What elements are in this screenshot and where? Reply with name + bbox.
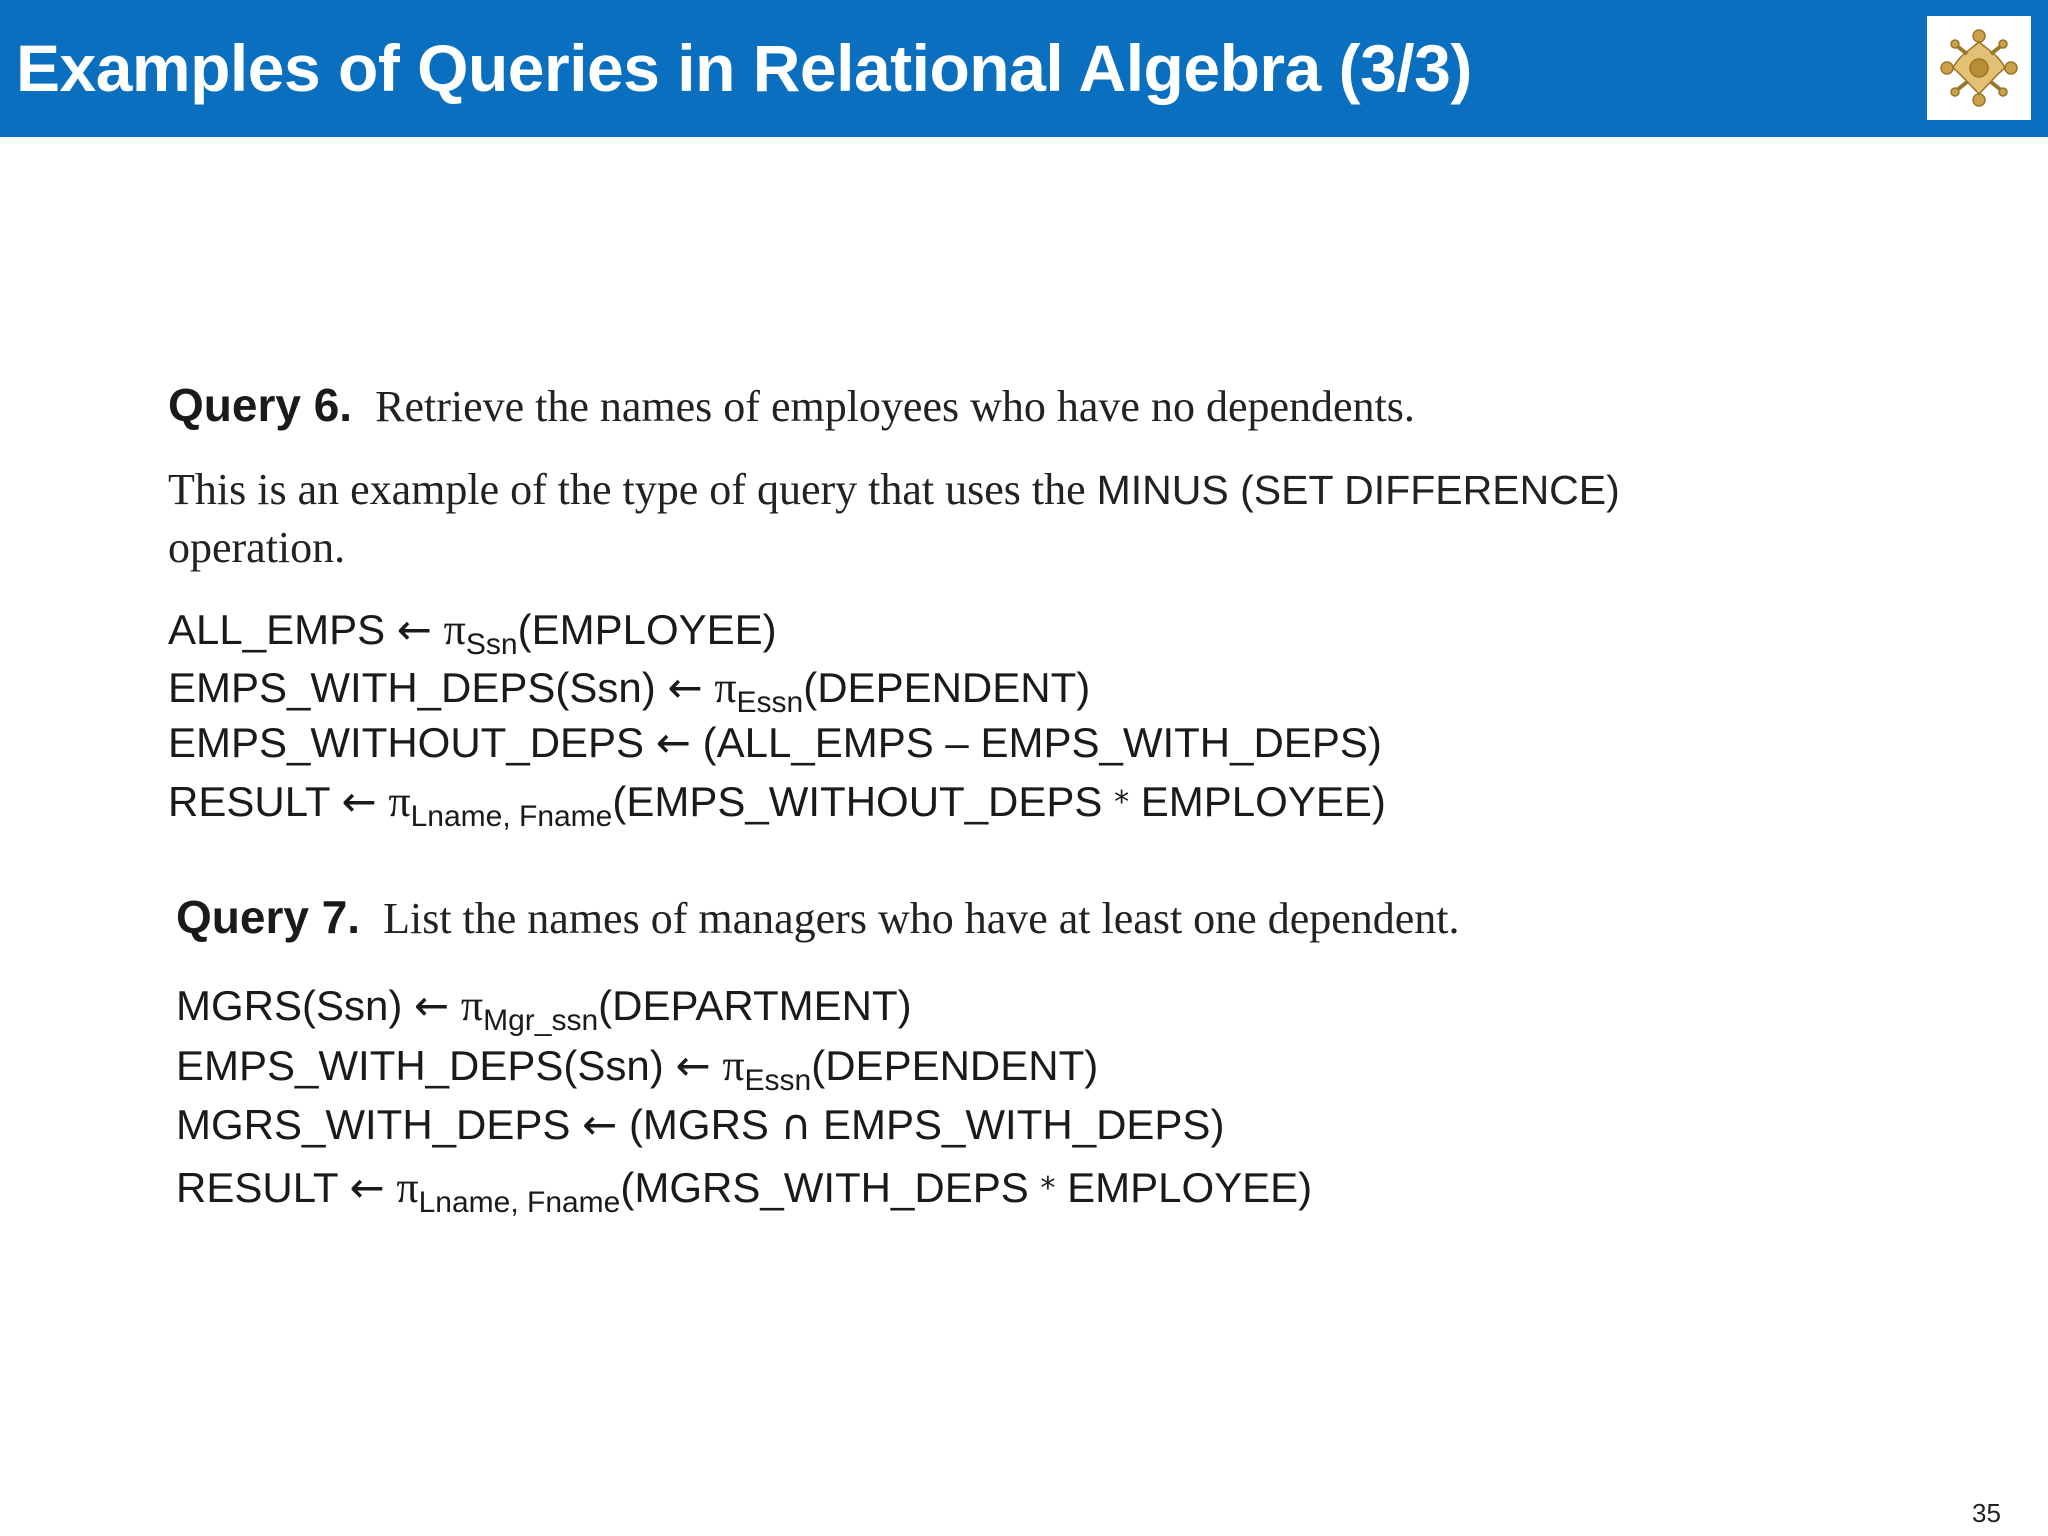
query6-expr-3: [168, 718, 1382, 767]
expr-lhs: MGRS_WITH_DEPS: [176, 1101, 571, 1148]
expr-lhs: MGRS(Ssn): [176, 982, 403, 1029]
projection-attrs: Mgr_ssn: [483, 1004, 599, 1037]
ornament-logo-icon: [1927, 16, 2031, 120]
projection-symbol: π: [396, 1163, 419, 1212]
slide-title: Examples of Queries in Relational Algebra (3/3): [16, 31, 1472, 105]
query7-label: Query 7.: [176, 891, 361, 943]
assign-arrow: ←: [675, 1041, 711, 1090]
query6-note-end: [168, 522, 345, 573]
query6-note-prefix: This is an example of the type of query that uses the: [168, 465, 1086, 514]
assign-arrow: ←: [582, 1100, 618, 1149]
expr-lhs: EMPS_WITH_DEPS(Ssn): [168, 664, 656, 711]
expr-rhs-b: EMPS_WITH_DEPS): [823, 1101, 1225, 1148]
query6-heading: [168, 378, 1415, 432]
expr-lhs: ALL_EMPS: [168, 606, 386, 653]
query6-label: Query 6.: [168, 379, 353, 431]
assign-arrow: ←: [396, 605, 432, 654]
expr-rhs-b: EMPLOYEE): [1067, 1164, 1313, 1211]
projection-attrs: Essn: [736, 686, 804, 719]
assign-arrow: ←: [667, 663, 703, 712]
title-bar: [0, 0, 2048, 137]
projection-symbol: π: [714, 663, 737, 712]
expr-rhs-a: (EMPS_WITHOUT_DEPS: [612, 778, 1103, 825]
projection-symbol: π: [388, 777, 411, 826]
query6-note: [168, 464, 1620, 515]
expr-rhs: (DEPENDENT): [803, 664, 1091, 711]
natural-join-operator: *: [1040, 1171, 1056, 1206]
expr-rhs-b: EMPS_WITH_DEPS): [980, 719, 1382, 766]
natural-join-operator: *: [1114, 785, 1130, 820]
query7-heading: [176, 890, 1460, 944]
intersection-operator: ∩: [780, 1100, 812, 1149]
expr-lhs: RESULT: [176, 1164, 338, 1211]
assign-arrow: ←: [341, 777, 377, 826]
expr-lhs: EMPS_WITH_DEPS(Ssn): [176, 1042, 664, 1089]
expr-rhs-a: (MGRS: [628, 1101, 769, 1148]
minus-operator: –: [945, 719, 969, 766]
query7-expr-3: [176, 1100, 1224, 1149]
query6-note-suffix: operation.: [168, 523, 346, 572]
query6-expr-4: [168, 776, 1386, 833]
projection-attrs: Lname, Fname: [418, 1186, 621, 1219]
assign-arrow: ←: [655, 718, 691, 767]
expr-lhs: EMPS_WITHOUT_DEPS: [168, 719, 645, 766]
expr-rhs: (EMPLOYEE): [517, 606, 777, 653]
query7-expr-1: [176, 980, 912, 1037]
projection-symbol: π: [460, 981, 484, 1030]
query6-expr-1: [168, 604, 777, 661]
expr-rhs: (DEPENDENT): [811, 1042, 1099, 1089]
expr-rhs-a: (ALL_EMPS: [702, 719, 934, 766]
projection-attrs: Essn: [744, 1064, 812, 1097]
assign-arrow: ←: [349, 1163, 385, 1212]
page-number: 35: [1972, 1498, 2001, 1528]
expr-rhs-a: (MGRS_WITH_DEPS: [620, 1164, 1029, 1211]
query6-expr-2: [168, 662, 1091, 719]
projection-symbol: π: [722, 1041, 745, 1090]
assign-arrow: ←: [414, 981, 450, 1030]
projection-symbol: π: [443, 605, 466, 654]
projection-attrs: Ssn: [465, 628, 518, 661]
expr-rhs-b: EMPLOYEE): [1140, 778, 1386, 825]
query7-expr-4: [176, 1162, 1313, 1219]
query6-text: Retrieve the names of employees who have no dependents.: [375, 382, 1415, 431]
projection-attrs: Lname, Fname: [410, 800, 613, 833]
query6-note-term: MINUS (SET DIFFERENCE): [1096, 467, 1620, 513]
expr-lhs: RESULT: [168, 778, 330, 825]
query7-expr-2: [176, 1040, 1099, 1097]
expr-rhs: (DEPARTMENT): [598, 982, 912, 1029]
query7-text: List the names of managers who have at least one dependent.: [383, 894, 1460, 943]
